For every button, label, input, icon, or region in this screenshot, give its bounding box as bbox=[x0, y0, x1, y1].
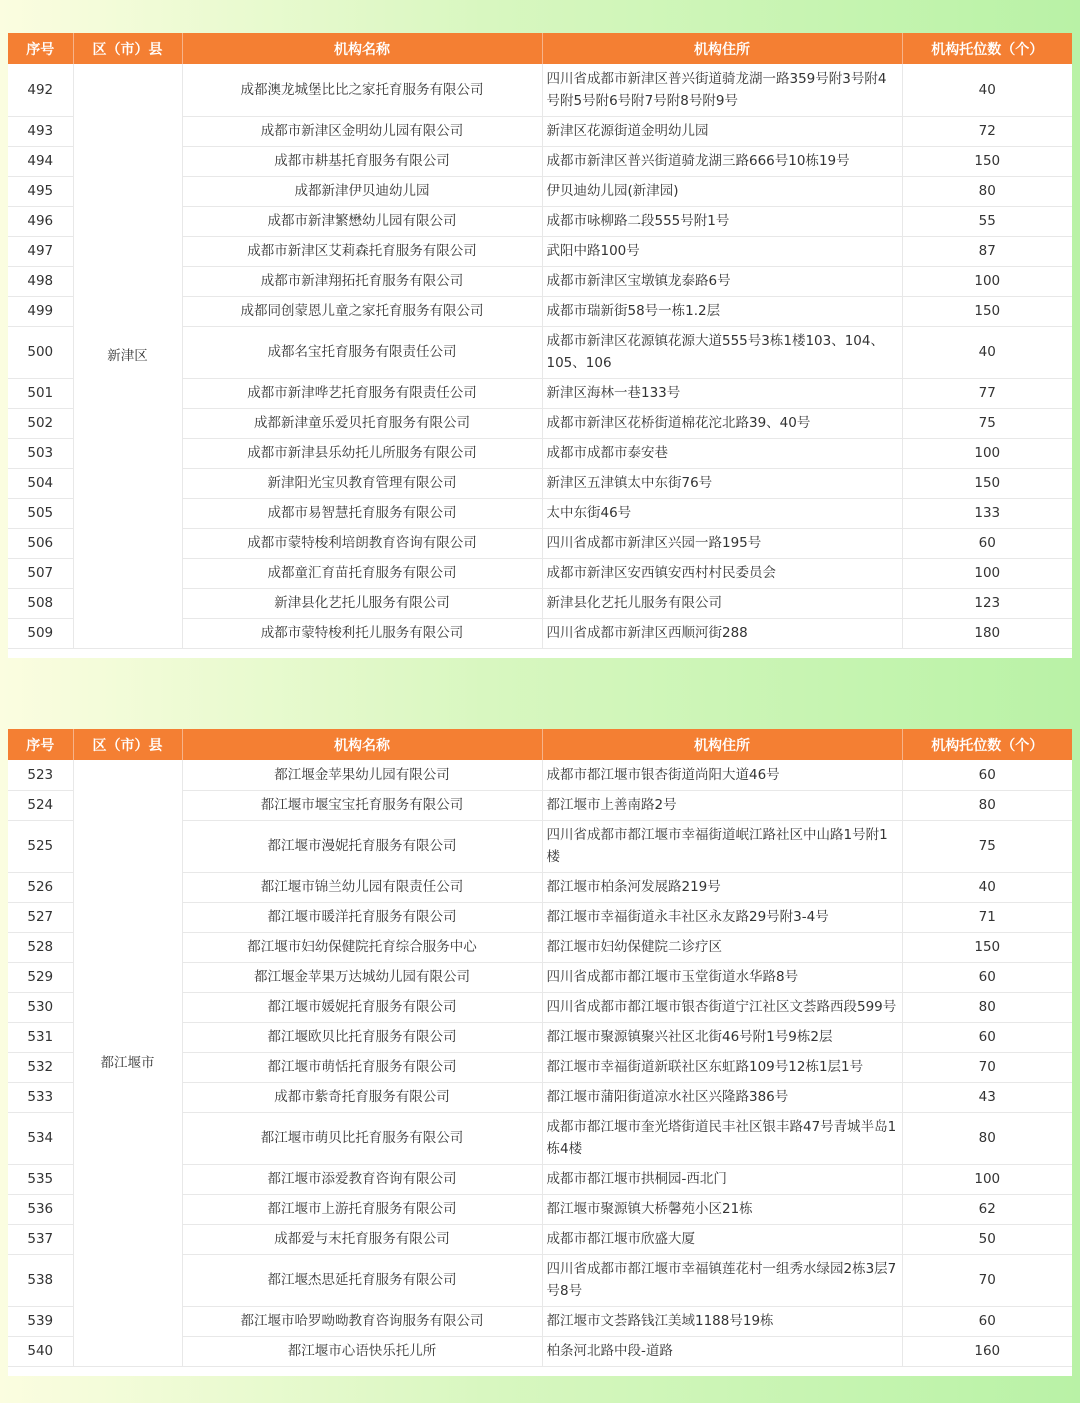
institution-name: 新津阳光宝贝教育管理有限公司 bbox=[182, 468, 542, 498]
header-no: 序号 bbox=[8, 729, 73, 760]
row-number: 533 bbox=[8, 1082, 73, 1112]
capacity-value: 71 bbox=[902, 902, 1072, 932]
capacity-value: 60 bbox=[902, 528, 1072, 558]
institution-name: 都江堰市媛妮托育服务有限公司 bbox=[182, 992, 542, 1022]
capacity-value: 60 bbox=[902, 1022, 1072, 1052]
row-number: 504 bbox=[8, 468, 73, 498]
institution-address: 成都市咏柳路二段555号附1号 bbox=[542, 206, 902, 236]
institution-address: 四川省成都市新津区兴园一路195号 bbox=[542, 528, 902, 558]
institution-table-1 bbox=[8, 33, 1072, 649]
institution-name: 都江堰市哈罗呦呦教育咨询服务有限公司 bbox=[182, 1306, 542, 1336]
capacity-value: 87 bbox=[902, 236, 1072, 266]
header-name: 机构名称 bbox=[182, 729, 542, 760]
district-cell: 新津区 bbox=[73, 64, 182, 648]
institution-name: 成都市新津区金明幼儿园有限公司 bbox=[182, 116, 542, 146]
institution-address: 伊贝迪幼儿园(新津园) bbox=[542, 176, 902, 206]
row-number: 503 bbox=[8, 438, 73, 468]
capacity-value: 80 bbox=[902, 790, 1072, 820]
capacity-value: 180 bbox=[902, 618, 1072, 648]
institution-name: 都江堰市萌贝比托育服务有限公司 bbox=[182, 1112, 542, 1164]
table-panel-dujiangyan bbox=[8, 729, 1072, 1376]
capacity-value: 40 bbox=[902, 326, 1072, 378]
capacity-value: 100 bbox=[902, 266, 1072, 296]
row-number: 531 bbox=[8, 1022, 73, 1052]
table-panel-xinjin bbox=[8, 33, 1072, 658]
row-number: 527 bbox=[8, 902, 73, 932]
institution-name: 成都市新津繁懋幼儿园有限公司 bbox=[182, 206, 542, 236]
row-number: 508 bbox=[8, 588, 73, 618]
institution-name: 成都新津童乐爱贝托育服务有限公司 bbox=[182, 408, 542, 438]
table-row bbox=[8, 64, 1072, 116]
capacity-value: 70 bbox=[902, 1254, 1072, 1306]
institution-name: 都江堰欧贝比托育服务有限公司 bbox=[182, 1022, 542, 1052]
institution-address: 四川省成都市都江堰市银杏街道宁江社区文荟路西段599号 bbox=[542, 992, 902, 1022]
row-number: 499 bbox=[8, 296, 73, 326]
institution-address: 成都市瑞新街58号一栋1.2层 bbox=[542, 296, 902, 326]
capacity-value: 100 bbox=[902, 558, 1072, 588]
capacity-value: 60 bbox=[902, 1306, 1072, 1336]
institution-address: 都江堰市幸福街道永丰社区永友路29号附3-4号 bbox=[542, 902, 902, 932]
institution-name: 成都同创蒙恩儿童之家托育服务有限公司 bbox=[182, 296, 542, 326]
institution-name: 都江堰市暖洋托育服务有限公司 bbox=[182, 902, 542, 932]
capacity-value: 150 bbox=[902, 296, 1072, 326]
institution-address: 都江堰市柏条河发展路219号 bbox=[542, 872, 902, 902]
header-district: 区（市）县 bbox=[73, 729, 182, 760]
row-number: 538 bbox=[8, 1254, 73, 1306]
row-number: 525 bbox=[8, 820, 73, 872]
capacity-value: 80 bbox=[902, 1112, 1072, 1164]
institution-address: 四川省成都市新津区西顺河街288 bbox=[542, 618, 902, 648]
institution-name: 成都名宝托育服务有限责任公司 bbox=[182, 326, 542, 378]
table-row bbox=[8, 760, 1072, 790]
institution-name: 成都市新津区艾莉森托育服务有限公司 bbox=[182, 236, 542, 266]
row-number: 528 bbox=[8, 932, 73, 962]
institution-name: 都江堰市堰宝宝托育服务有限公司 bbox=[182, 790, 542, 820]
institution-address: 四川省成都市都江堰市幸福镇莲花村一组秀水绿园2栋3层7号8号 bbox=[542, 1254, 902, 1306]
capacity-value: 150 bbox=[902, 468, 1072, 498]
row-number: 535 bbox=[8, 1164, 73, 1194]
capacity-value: 40 bbox=[902, 872, 1072, 902]
institution-address: 成都市新津区安西镇安西村村民委员会 bbox=[542, 558, 902, 588]
row-number: 509 bbox=[8, 618, 73, 648]
header-row bbox=[8, 729, 1072, 760]
institution-address: 成都市新津区花桥街道棉花沱北路39、40号 bbox=[542, 408, 902, 438]
capacity-value: 72 bbox=[902, 116, 1072, 146]
row-number: 500 bbox=[8, 326, 73, 378]
institution-name: 成都新津伊贝迪幼儿园 bbox=[182, 176, 542, 206]
institution-address: 新津区花源街道金明幼儿园 bbox=[542, 116, 902, 146]
institution-address: 太中东街46号 bbox=[542, 498, 902, 528]
row-number: 496 bbox=[8, 206, 73, 236]
institution-name: 都江堰市上游托育服务有限公司 bbox=[182, 1194, 542, 1224]
row-number: 507 bbox=[8, 558, 73, 588]
institution-address: 新津县化艺托儿服务有限公司 bbox=[542, 588, 902, 618]
institution-address: 柏条河北路中段-道路 bbox=[542, 1336, 902, 1366]
header-address: 机构住所 bbox=[542, 33, 902, 64]
capacity-value: 150 bbox=[902, 146, 1072, 176]
row-number: 529 bbox=[8, 962, 73, 992]
row-number: 526 bbox=[8, 872, 73, 902]
institution-name: 都江堰金苹果万达城幼儿园有限公司 bbox=[182, 962, 542, 992]
institution-address: 新津区海林一巷133号 bbox=[542, 378, 902, 408]
institution-address: 都江堰市文荟路钱江美域1188号19栋 bbox=[542, 1306, 902, 1336]
capacity-value: 77 bbox=[902, 378, 1072, 408]
row-number: 539 bbox=[8, 1306, 73, 1336]
capacity-value: 60 bbox=[902, 760, 1072, 790]
capacity-value: 123 bbox=[902, 588, 1072, 618]
institution-name: 都江堰金苹果幼儿园有限公司 bbox=[182, 760, 542, 790]
institution-name: 都江堰市漫妮托育服务有限公司 bbox=[182, 820, 542, 872]
capacity-value: 160 bbox=[902, 1336, 1072, 1366]
capacity-value: 70 bbox=[902, 1052, 1072, 1082]
header-capacity: 机构托位数（个） bbox=[902, 33, 1072, 64]
header-row bbox=[8, 33, 1072, 64]
row-number: 502 bbox=[8, 408, 73, 438]
row-number: 493 bbox=[8, 116, 73, 146]
header-district: 区（市）县 bbox=[73, 33, 182, 64]
header-address: 机构住所 bbox=[542, 729, 902, 760]
capacity-value: 80 bbox=[902, 992, 1072, 1022]
institution-address: 都江堰市聚源镇聚兴社区北街46号附1号9栋2层 bbox=[542, 1022, 902, 1052]
row-number: 505 bbox=[8, 498, 73, 528]
capacity-value: 40 bbox=[902, 64, 1072, 116]
institution-name: 都江堰市锦兰幼儿园有限责任公司 bbox=[182, 872, 542, 902]
institution-address: 成都市都江堰市奎光塔街道民丰社区银丰路47号青城半岛1栋4楼 bbox=[542, 1112, 902, 1164]
institution-address: 新津区五津镇太中东街76号 bbox=[542, 468, 902, 498]
row-number: 534 bbox=[8, 1112, 73, 1164]
capacity-value: 133 bbox=[902, 498, 1072, 528]
institution-name: 新津县化艺托儿服务有限公司 bbox=[182, 588, 542, 618]
institution-name: 都江堰市萌恬托育服务有限公司 bbox=[182, 1052, 542, 1082]
institution-name: 成都市耕基托育服务有限公司 bbox=[182, 146, 542, 176]
institution-name: 成都市紫奇托育服务有限公司 bbox=[182, 1082, 542, 1112]
district-cell: 都江堰市 bbox=[73, 760, 182, 1366]
capacity-value: 60 bbox=[902, 962, 1072, 992]
institution-address: 都江堰市幸福街道新联社区东虹路109号12栋1层1号 bbox=[542, 1052, 902, 1082]
row-number: 540 bbox=[8, 1336, 73, 1366]
row-number: 530 bbox=[8, 992, 73, 1022]
row-number: 497 bbox=[8, 236, 73, 266]
capacity-value: 75 bbox=[902, 820, 1072, 872]
institution-name: 成都澳龙城堡比比之家托育服务有限公司 bbox=[182, 64, 542, 116]
institution-address: 四川省成都市新津区普兴街道骑龙湖一路359号附3号附4号附5号附6号附7号附8号附9号 bbox=[542, 64, 902, 116]
capacity-value: 50 bbox=[902, 1224, 1072, 1254]
institution-address: 成都市都江堰市拱桐园-西北门 bbox=[542, 1164, 902, 1194]
institution-address: 武阳中路100号 bbox=[542, 236, 902, 266]
institution-address: 成都市都江堰市欣盛大厦 bbox=[542, 1224, 902, 1254]
row-number: 523 bbox=[8, 760, 73, 790]
institution-table-2 bbox=[8, 729, 1072, 1367]
institution-address: 成都市新津区普兴街道骑龙湖三路666号10栋19号 bbox=[542, 146, 902, 176]
row-number: 495 bbox=[8, 176, 73, 206]
institution-name: 成都市新津翔拓托育服务有限公司 bbox=[182, 266, 542, 296]
capacity-value: 55 bbox=[902, 206, 1072, 236]
institution-name: 成都童汇育苗托育服务有限公司 bbox=[182, 558, 542, 588]
institution-name: 成都市新津哗艺托育服务有限责任公司 bbox=[182, 378, 542, 408]
capacity-value: 100 bbox=[902, 438, 1072, 468]
row-number: 494 bbox=[8, 146, 73, 176]
institution-name: 都江堰市添爱教育咨询有限公司 bbox=[182, 1164, 542, 1194]
row-number: 498 bbox=[8, 266, 73, 296]
institution-name: 都江堰杰思延托育服务有限公司 bbox=[182, 1254, 542, 1306]
capacity-value: 62 bbox=[902, 1194, 1072, 1224]
institution-name: 成都市蒙特梭利培朗教育咨询有限公司 bbox=[182, 528, 542, 558]
row-number: 536 bbox=[8, 1194, 73, 1224]
row-number: 506 bbox=[8, 528, 73, 558]
institution-address: 都江堰市聚源镇大桥馨苑小区21栋 bbox=[542, 1194, 902, 1224]
institution-address: 成都市成都市泰安巷 bbox=[542, 438, 902, 468]
row-number: 492 bbox=[8, 64, 73, 116]
institution-address: 都江堰市妇幼保健院二诊疗区 bbox=[542, 932, 902, 962]
institution-name: 成都市新津县乐幼托儿所服务有限公司 bbox=[182, 438, 542, 468]
capacity-value: 43 bbox=[902, 1082, 1072, 1112]
institution-name: 都江堰市妇幼保健院托育综合服务中心 bbox=[182, 932, 542, 962]
row-number: 537 bbox=[8, 1224, 73, 1254]
institution-address: 都江堰市上善南路2号 bbox=[542, 790, 902, 820]
institution-name: 成都爱与末托育服务有限公司 bbox=[182, 1224, 542, 1254]
row-number: 524 bbox=[8, 790, 73, 820]
institution-address: 四川省成都市都江堰市玉堂街道水华路8号 bbox=[542, 962, 902, 992]
row-number: 501 bbox=[8, 378, 73, 408]
institution-name: 成都市蒙特梭利托儿服务有限公司 bbox=[182, 618, 542, 648]
row-number: 532 bbox=[8, 1052, 73, 1082]
header-name: 机构名称 bbox=[182, 33, 542, 64]
institution-name: 都江堰市心语快乐托儿所 bbox=[182, 1336, 542, 1366]
institution-address: 成都市新津区宝墩镇龙泰路6号 bbox=[542, 266, 902, 296]
institution-address: 都江堰市蒲阳街道凉水社区兴隆路386号 bbox=[542, 1082, 902, 1112]
header-capacity: 机构托位数（个） bbox=[902, 729, 1072, 760]
capacity-value: 80 bbox=[902, 176, 1072, 206]
institution-address: 四川省成都市都江堰市幸福街道岷江路社区中山路1号附1楼 bbox=[542, 820, 902, 872]
capacity-value: 75 bbox=[902, 408, 1072, 438]
capacity-value: 100 bbox=[902, 1164, 1072, 1194]
institution-address: 成都市都江堰市银杏街道尚阳大道46号 bbox=[542, 760, 902, 790]
capacity-value: 150 bbox=[902, 932, 1072, 962]
header-no: 序号 bbox=[8, 33, 73, 64]
institution-name: 成都市易智慧托育服务有限公司 bbox=[182, 498, 542, 528]
institution-address: 成都市新津区花源镇花源大道555号3栋1楼103、104、105、106 bbox=[542, 326, 902, 378]
